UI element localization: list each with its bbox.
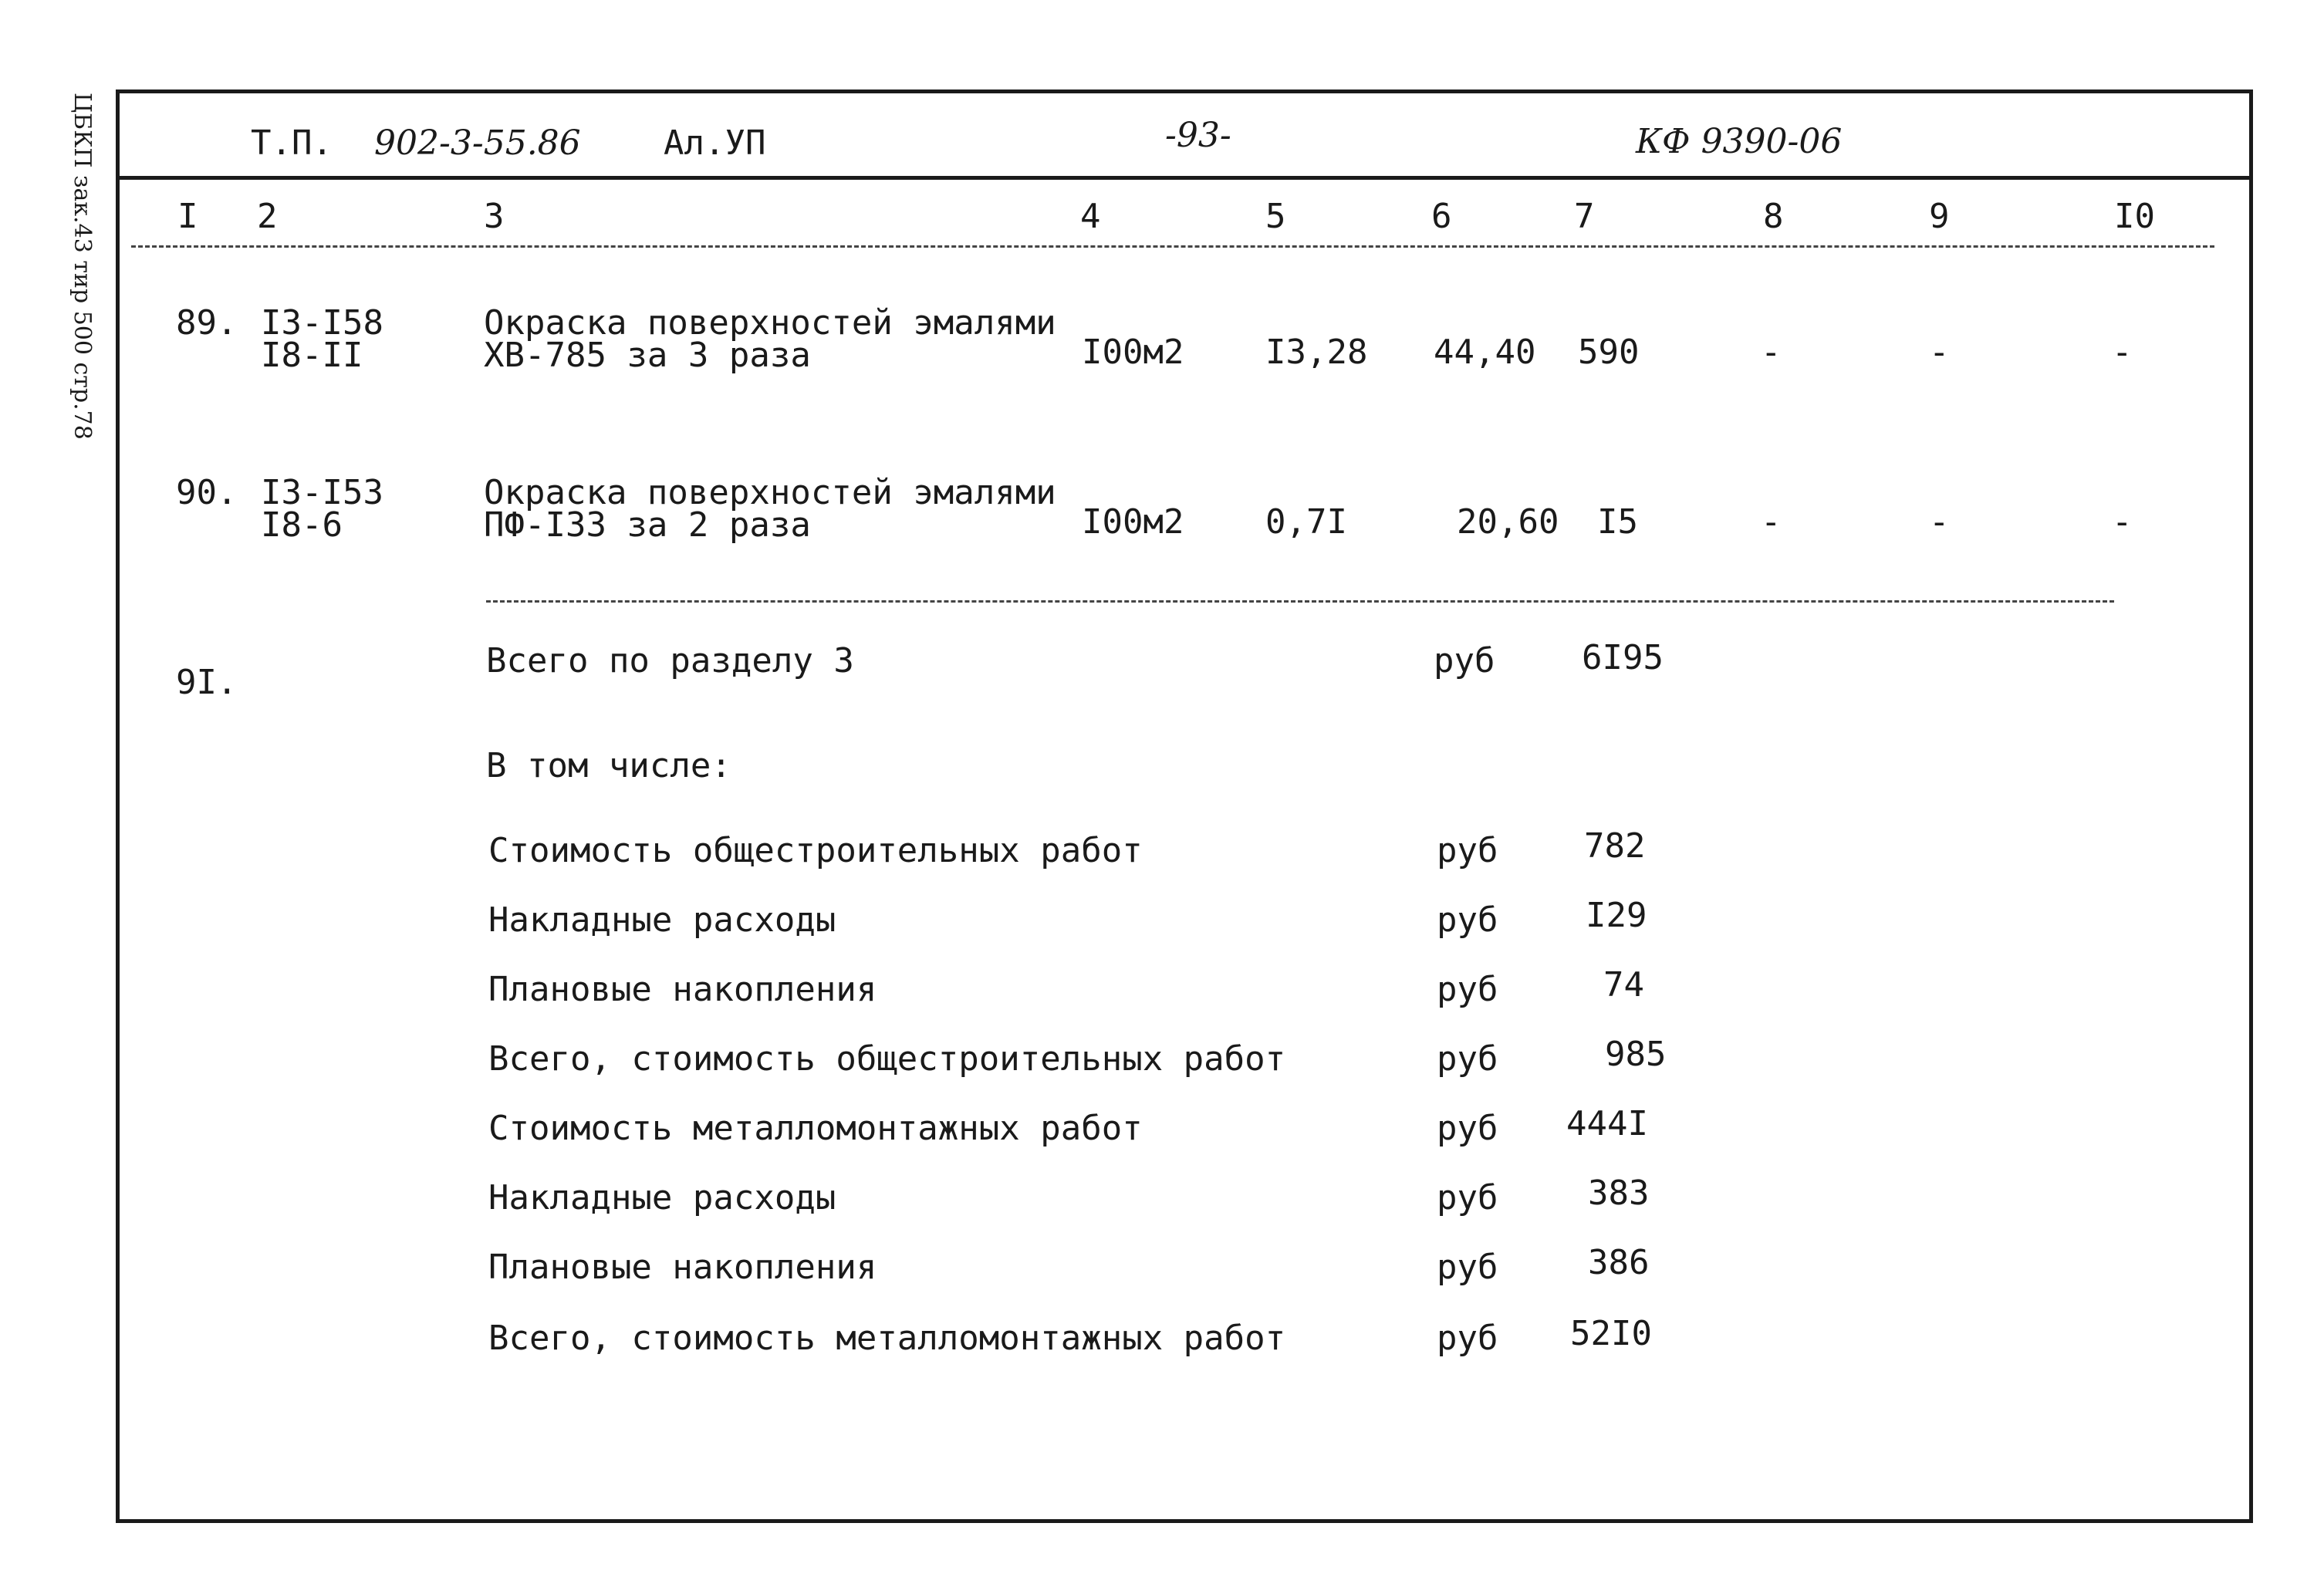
total-label: Всего по разделу 3: [486, 641, 854, 680]
breakdown-label: Накладные расходы: [488, 1178, 836, 1217]
column-number: 8: [1763, 197, 1784, 236]
breakdown-label: Плановые накопления: [488, 1248, 877, 1287]
column-number: 4: [1080, 197, 1101, 236]
row-col10: -: [2112, 502, 2133, 542]
column-number: 9: [1929, 197, 1950, 236]
column-number: I: [177, 197, 198, 236]
column-number: I0: [2114, 197, 2155, 236]
breakdown-value: 444I: [1566, 1104, 1648, 1143]
column-number: 2: [257, 197, 278, 236]
breakdown-label: Стоимость металломонтажных работ: [488, 1109, 1143, 1148]
row-cost: 590: [1578, 333, 1640, 372]
breakdown-unit: руб: [1437, 1039, 1498, 1079]
column-number: 3: [484, 197, 505, 236]
row-col9: -: [1929, 502, 1950, 542]
row-description: ПФ-I33 за 2 раза: [484, 505, 811, 545]
column-number: 6: [1431, 197, 1452, 236]
row-price: 44,40: [1434, 333, 1536, 372]
margin-stamp-text: ЦБКП зак.43 тир 500 стр.78: [69, 93, 96, 440]
row-cost: I5: [1597, 502, 1638, 542]
row-code: I3-I58: [261, 303, 383, 343]
breakdown-unit: руб: [1437, 900, 1498, 940]
page-number: -93-: [1165, 116, 1231, 155]
breakdown-unit: руб: [1437, 1248, 1498, 1287]
breakdown-unit: руб: [1437, 831, 1498, 870]
breakdown-unit: руб: [1437, 1109, 1498, 1148]
row-col8: -: [1761, 502, 1782, 542]
row-description: Окраска поверхностей эмалями: [484, 303, 1056, 343]
breakdown-label: Стоимость общестроительных работ: [488, 831, 1143, 870]
total-value: 6I95: [1582, 638, 1664, 677]
breakdown-unit: руб: [1437, 1319, 1498, 1358]
row-unit: I00м2: [1082, 502, 1184, 542]
header-rule: [116, 176, 2253, 180]
breakdown-value: 52I0: [1570, 1314, 1652, 1353]
row-code: I3-I53: [261, 473, 383, 512]
margin-stamp: [65, 93, 96, 494]
column-number: 5: [1265, 197, 1286, 236]
row-col8: -: [1761, 333, 1782, 372]
row-price: 20,60: [1457, 502, 1559, 542]
including-label: В том числе:: [486, 746, 731, 785]
breakdown-value: 782: [1584, 826, 1646, 866]
document-frame: [116, 89, 2253, 1523]
total-unit: руб: [1434, 641, 1495, 680]
row-description: Окраска поверхностей эмалями: [484, 473, 1056, 512]
row-quantity: 0,7I: [1265, 502, 1347, 542]
breakdown-value: 383: [1588, 1174, 1650, 1213]
breakdown-value: I29: [1586, 896, 1647, 935]
column-number-divider: [131, 245, 2214, 248]
breakdown-value: 386: [1588, 1243, 1650, 1282]
breakdown-value: 985: [1605, 1035, 1667, 1074]
row-number: 89.: [176, 303, 238, 343]
row-number: 90.: [176, 473, 238, 512]
row-code: I8-II: [261, 336, 363, 375]
row-description: ХВ-785 за 3 раза: [484, 336, 811, 375]
row-unit: I00м2: [1082, 333, 1184, 372]
column-number: 7: [1574, 197, 1595, 236]
project-number: 902-3-55.86: [374, 123, 581, 163]
row-col9: -: [1929, 333, 1950, 372]
breakdown-label: Всего, стоимость металломонтажных работ: [488, 1319, 1286, 1358]
breakdown-value: 74: [1603, 965, 1644, 1005]
row-col10: -: [2112, 333, 2133, 372]
row-code: I8-6: [261, 505, 343, 545]
breakdown-label: Всего, стоимость общестроительных работ: [488, 1039, 1286, 1079]
section-divider: [486, 600, 2114, 603]
breakdown-label: Плановые накопления: [488, 970, 877, 1009]
row-quantity: I3,28: [1265, 333, 1368, 372]
breakdown-unit: руб: [1437, 1178, 1498, 1217]
album-label: Ал.УП: [664, 123, 766, 163]
document-code: КФ 9390-06: [1636, 122, 1843, 161]
tp-label: Т.П.: [251, 123, 333, 163]
breakdown-unit: руб: [1437, 970, 1498, 1009]
total-row-number: 9I.: [176, 663, 238, 702]
breakdown-label: Накладные расходы: [488, 900, 836, 940]
